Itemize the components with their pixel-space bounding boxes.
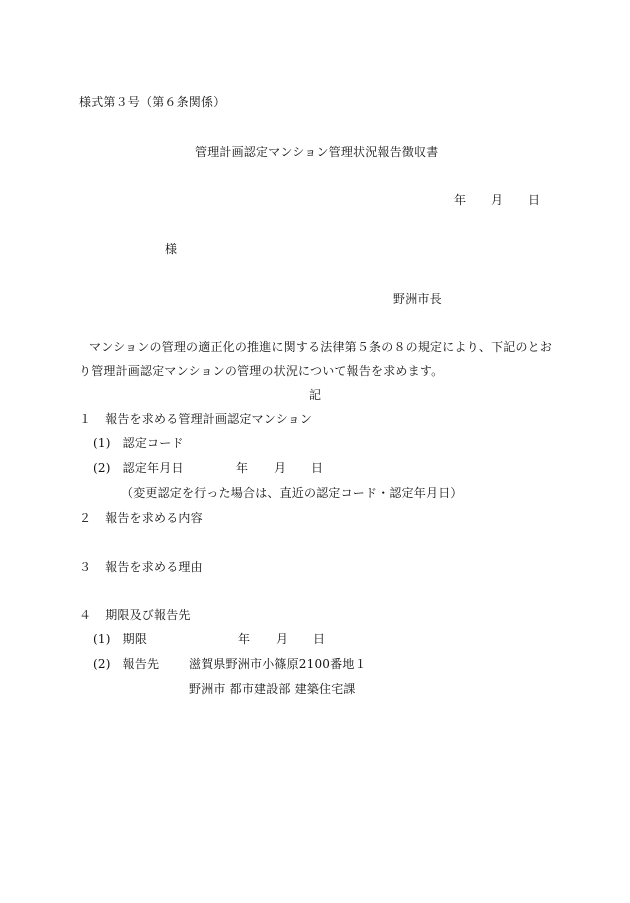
date-year-label: 年 (454, 193, 467, 207)
section1-number: １ (79, 412, 92, 426)
date-month-label: 月 (491, 193, 504, 207)
section4-item2 (93, 658, 159, 670)
section1-item1-number: (1) (93, 436, 111, 450)
report-department: 野洲市 都市建設部 建築住宅課 (189, 682, 356, 696)
document-title: 管理計画認定マンション管理状況報告徴収書 (195, 145, 439, 159)
section1-heading-text: 報告を求める管理計画認定マンション (105, 412, 313, 426)
section4-heading (79, 609, 191, 621)
section2-heading (79, 512, 203, 524)
section1-item2-label: 認定年月日 (122, 461, 184, 475)
body-text-line2: り管理計画認定マンションの管理の状況について報告を求めます。 (79, 364, 444, 378)
section4-item1-label: 期限 (122, 632, 148, 646)
date-day-label: 日 (528, 193, 541, 207)
section1-note: （変更認定を行った場合は、直近の認定コード・認定年月日） (121, 486, 463, 500)
section1-item2 (93, 462, 184, 474)
section4-item2-label: 報告先 (122, 657, 160, 671)
section1-item2-month: 月 (274, 461, 287, 475)
section1-item2-day: 日 (311, 461, 324, 475)
section3-number: ３ (79, 560, 92, 574)
section1-item1-label: 認定コード (122, 436, 184, 450)
section2-number: ２ (79, 511, 92, 525)
section1-item2-year: 年 (236, 461, 249, 475)
section4-item1-number: (1) (93, 632, 111, 646)
section4-item2-number: (2) (93, 657, 111, 671)
section4-item1-day: 日 (313, 632, 326, 646)
sender-name: 野洲市長 (393, 292, 442, 306)
section2-heading-text: 報告を求める内容 (105, 511, 203, 525)
section4-heading-text: 期限及び報告先 (105, 608, 191, 622)
report-address: 滋賀県野洲市小篠原2100番地１ (189, 657, 367, 671)
section4-item1-month: 月 (276, 632, 289, 646)
body-text-line1: マンションの管理の適正化の推進に関する法律第５条の８の規定により、下記のとお (89, 340, 553, 354)
section4-item1 (93, 633, 147, 645)
section4-number: ４ (79, 608, 92, 622)
section4-item1-year: 年 (238, 632, 251, 646)
section3-heading (79, 561, 203, 573)
section1-heading (79, 413, 312, 425)
section1-item1 (93, 437, 184, 449)
section3-heading-text: 報告を求める理由 (105, 560, 203, 574)
addressee-suffix: 様 (165, 242, 178, 256)
form-number: 様式第３号（第６条関係） (79, 95, 226, 109)
section1-item2-number: (2) (93, 461, 111, 475)
ki-marker: 記 (309, 388, 322, 402)
